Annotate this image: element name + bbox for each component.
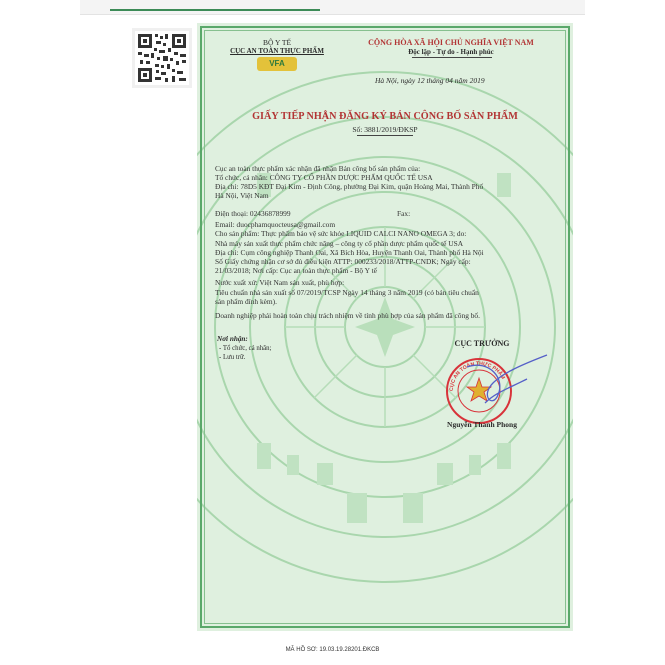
issue-date: Hà Nội, ngày 12 tháng 04 năm 2019: [375, 76, 485, 85]
organization-line: Tổ chức, cá nhân: CÔNG TY CỔ PHẦN DƯỢC PHẨM QUỐC TẾ USA: [215, 173, 433, 182]
ministry-name: BỘ Y TẾ: [262, 38, 292, 47]
vfa-logo: VFA: [257, 57, 297, 71]
product-line: Cho sản phẩm: Thực phẩm bảo vệ sức khỏe LIQUID CALCI NANO OMEGA 3; do:: [215, 229, 467, 238]
document-title: GIẤY TIẾP NHẬN ĐĂNG KÝ BẢN CÔNG BỐ SẢN PHẨM: [252, 111, 518, 122]
factory-address: Địa chỉ: Cụm công nghiệp Thanh Oai, Xã Bích Hòa, Huyện Thanh Oai, Thành phố Hà Nội: [215, 248, 484, 257]
qr-code-icon: [132, 28, 192, 88]
recipient-item: - Tổ chức, cá nhân;: [219, 345, 272, 352]
progress-line: [110, 9, 320, 11]
standard-line-1: Tiêu chuẩn nhà sản xuất số 07/2019/TCSP Ngày 14 tháng 3 năm 2019 (có bản tiêu chuẩn: [215, 288, 479, 297]
signer-name: Nguyễn Thanh Phong: [447, 420, 517, 429]
recipients-heading: Nơi nhận:: [217, 335, 248, 343]
address-line-2: Hà Nội, Việt Nam: [215, 191, 269, 200]
signer-title: CỤC TRƯỞNG: [454, 339, 510, 348]
title-underline: [357, 135, 413, 136]
agency-name: CỤC AN TOÀN THỰC PHẨM: [230, 47, 324, 55]
country-name: CỘNG HÒA XÃ HỘI CHỦ NGHĨA VIỆT NAM: [368, 38, 534, 47]
dossier-code: MÃ HỒ SƠ: 19.03.19.28201.ĐKCB: [285, 647, 380, 653]
registration-number: Số: 3881/2019/ĐKSP: [352, 125, 418, 134]
stamp-text: CỤC AN TOÀN THỰC PHẨM: [448, 360, 506, 392]
origin-line: Nước xuất xứ: Việt Nam sản xuất, phù hợp:: [215, 278, 345, 287]
recipient-item: - Lưu trữ.: [219, 354, 246, 361]
top-toolbar-strip: [80, 0, 585, 15]
official-stamp-icon: [437, 349, 567, 429]
certificate-line-1: Số Giấy chứng nhận cơ sở đủ điều kiện ATTP: 000233/2018/ATTP-CNDK; Ngày cấp:: [215, 257, 471, 266]
motto-underline: [412, 57, 492, 58]
intro-text: Cục an toàn thực phẩm xác nhận đã nhận Bản công bố sản phẩm của:: [215, 164, 421, 173]
fax-line: Fax:: [397, 209, 411, 218]
address-line-1: Địa chỉ: 78D5 KĐT Đại Kim - Định Công, phường Đại Kim, quận Hoàng Mai, Thành Phố: [215, 182, 484, 191]
phone-line: Điện thoại: 02436878999: [215, 209, 291, 218]
certificate-document: [197, 23, 573, 631]
factory-line: Nhà máy sản xuất thực phẩm chức năng – công ty cổ phần dược phẩm quốc tế USA: [215, 239, 464, 248]
national-motto: Độc lập - Tự do - Hạnh phúc: [408, 48, 494, 56]
email-line: Email: duocphamquocteusa@gmail.com: [215, 220, 336, 229]
standard-line-2: sản phẩm đính kèm).: [215, 297, 277, 306]
certificate-line-2: 21/03/2018; Nơi cấp: Cục an toàn thực phẩm - Bộ Y tế: [215, 266, 377, 275]
responsibility-line: Doanh nghiệp phải hoàn toàn chịu trách nhiệm về tính phù hợp của sản phẩm đã công bố.: [215, 311, 480, 320]
